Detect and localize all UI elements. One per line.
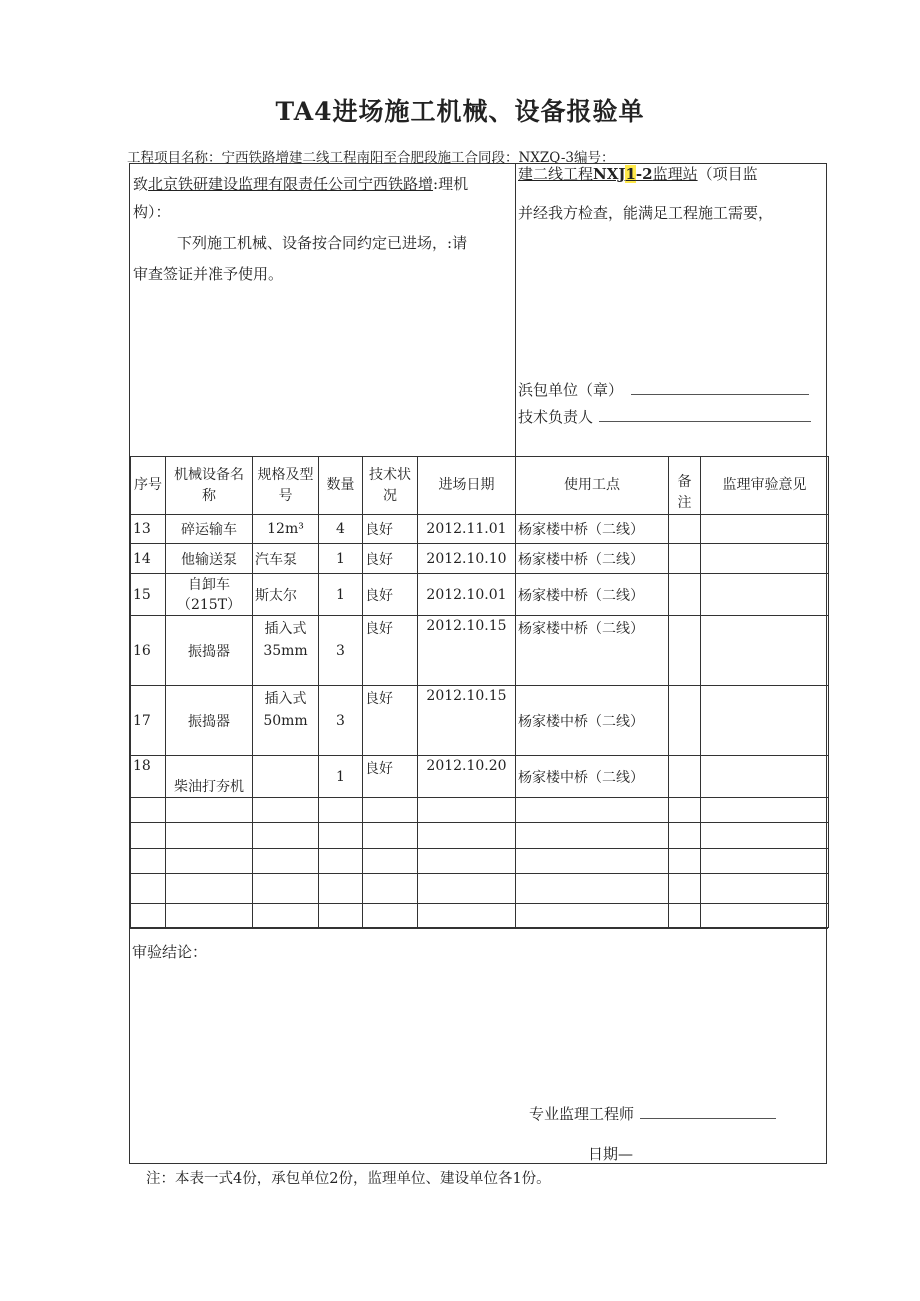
header-opinion: 监理审验意见 — [701, 457, 829, 515]
inspection-statement: 并经我方检查，能满足工程施工需要， — [518, 204, 774, 222]
header-remark: 备注 — [669, 457, 701, 515]
engineer-signature-line — [640, 1118, 776, 1119]
table-row-empty — [131, 874, 829, 904]
table-row: 13 碎运输车 12m³ 4 良好 2012.11.01 杨家楼中桥（二线） — [131, 515, 829, 544]
form-title: TA4进场施工机械、设备报验单 — [275, 97, 645, 126]
table-row: 15 自卸车（215T） 斯太尔 1 良好 2012.10.01 杨家楼中桥（二线） — [131, 574, 829, 616]
footnote: 注：本表一式4份，承包单位2份，监理单位、建设单位各1份。 — [146, 1171, 551, 1187]
contractor-seal-line — [631, 394, 809, 395]
table-row: 17 振捣器 插入式50mm 3 良好 2012.10.15 杨家楼中桥（二线） — [131, 686, 829, 756]
table-header-row — [131, 457, 829, 515]
recipient-tail: 理机 — [438, 175, 469, 193]
table-row: 16 振捣器 插入式35mm 3 良好 2012.10.15 杨家楼中桥（二线） — [131, 616, 829, 686]
engineer-signature: 专业监理工程师 — [529, 1103, 776, 1124]
tech-signature: 技术负责人 — [518, 406, 811, 427]
equipment-table — [130, 456, 829, 928]
table-row: 14 他输送泵 汽车泵 1 良好 2012.10.10 杨家楼中桥（二线） — [131, 544, 829, 574]
header-site: 使用工点 — [516, 457, 669, 515]
conclusion-label: 审验结论： — [132, 943, 208, 961]
address-line2: 构）： — [133, 203, 171, 221]
header-spec: 规格及型号 — [253, 457, 319, 515]
header-status: 技术状况 — [363, 457, 418, 515]
header-name: 机械设备名称 — [166, 457, 253, 515]
table-row: 18 柴油打夯机 1 良好 2012.10.20 杨家楼中桥（二线） — [131, 756, 829, 798]
tech-signature-line — [599, 421, 811, 422]
table-row-empty — [131, 904, 829, 928]
recipient-continuation: 建二线工程NXJ1-2监理站（项目监 — [518, 165, 758, 183]
recipient-name: 北京铁研建设监理有限责任公司宁西铁路增 — [148, 175, 434, 193]
contractor-panel — [516, 164, 826, 456]
header-no: 序号 — [131, 457, 166, 515]
table-row-empty — [131, 849, 829, 874]
table-row-empty — [131, 798, 829, 823]
request-line3: 审查签证并准予使用。 — [133, 265, 284, 283]
address-panel: 致北京铁研建设监理有限责任公司宁西铁路增:理机 构）： 下列施工机械、设备按合同约定已进场，:请 审查签证并准予使用。 — [130, 164, 516, 456]
address-prefix: 致 — [133, 175, 149, 193]
request-text: 下列施工机械、设备按合同约定已进场， — [177, 234, 448, 252]
form-frame — [129, 163, 827, 1164]
contractor-signature: 浜包单位（章） — [518, 379, 809, 400]
table-row-empty — [131, 823, 829, 849]
request-tail: 请 — [452, 234, 468, 252]
header-qty: 数量 — [319, 457, 363, 515]
project-info-line: 工程项目名称：宁西铁路增建二线工程南阳至合肥段施工合同段：NXZQ-3编号： — [127, 150, 615, 166]
conclusion-section — [130, 928, 828, 1165]
date-label: 日期— — [588, 1145, 634, 1163]
header-date: 进场日期 — [418, 457, 516, 515]
